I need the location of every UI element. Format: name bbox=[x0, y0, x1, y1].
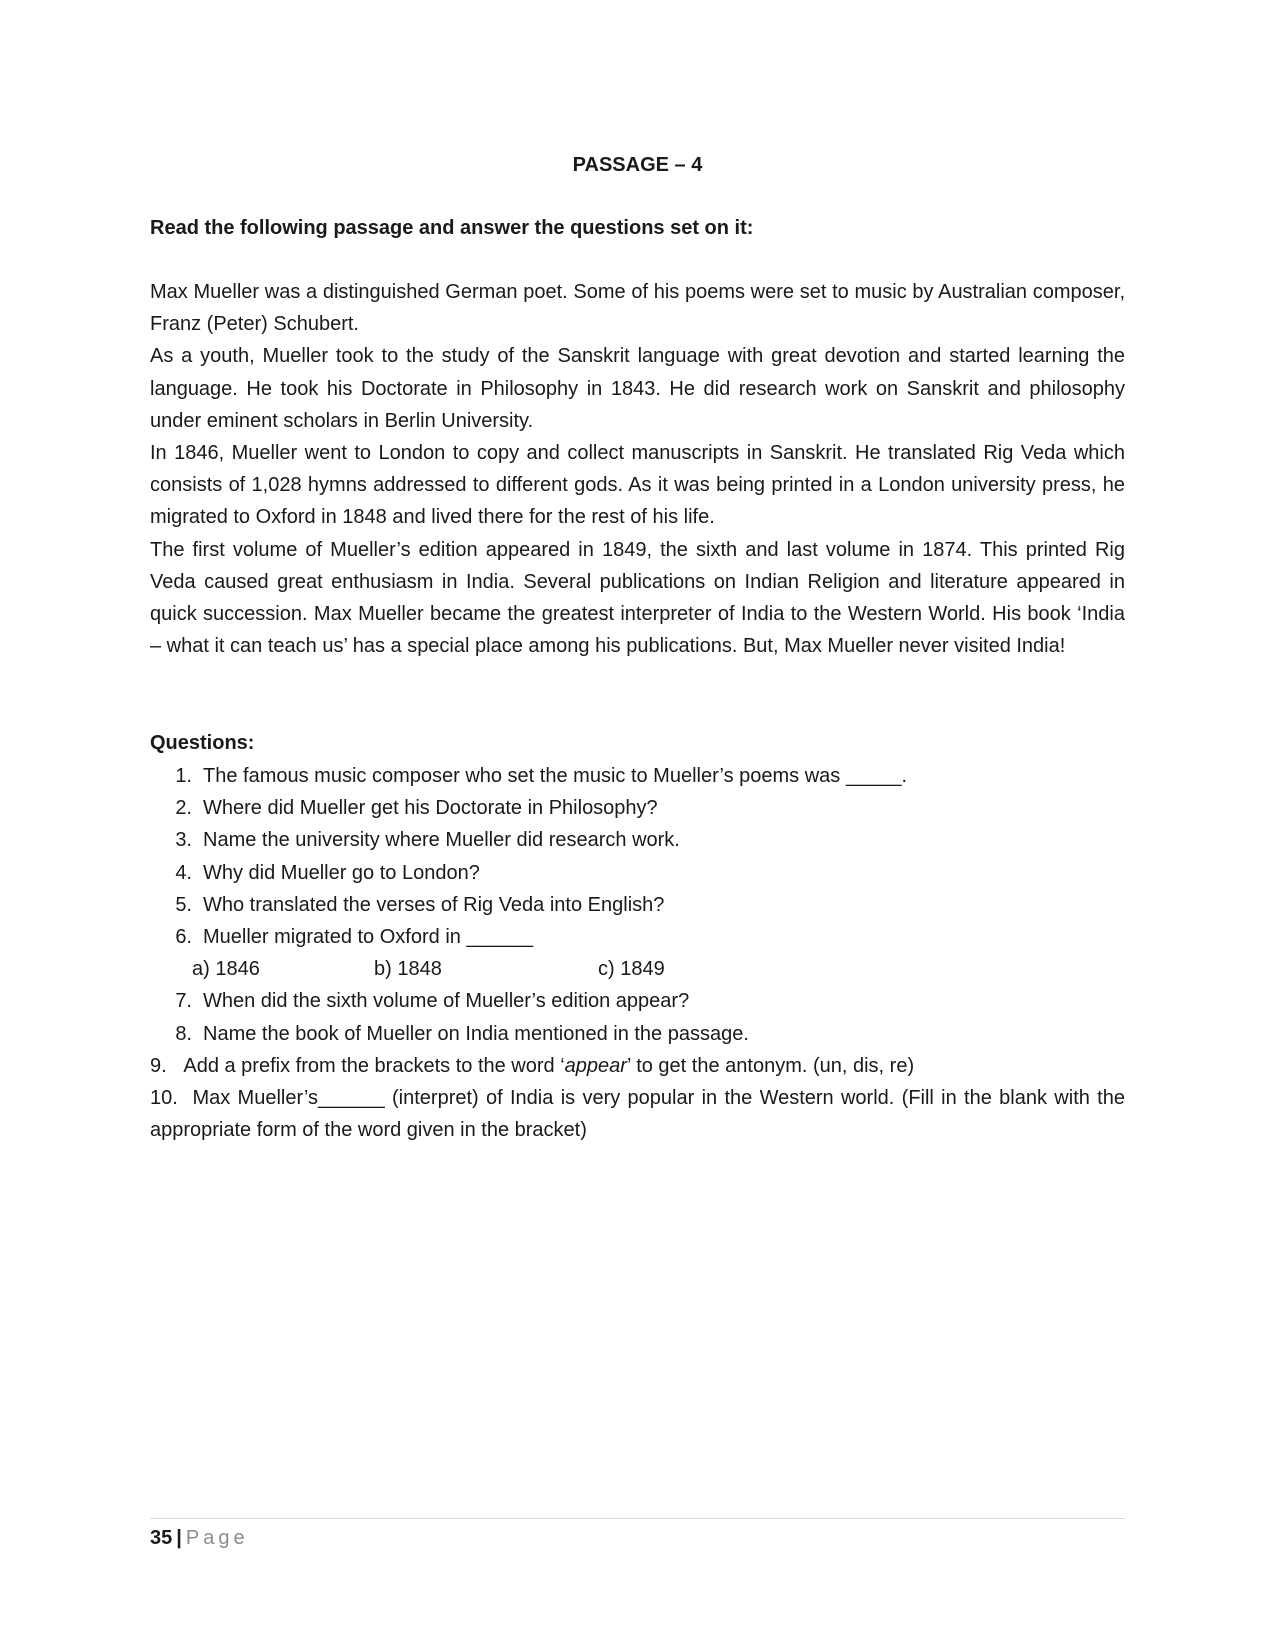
page-number: 35 bbox=[150, 1527, 173, 1549]
page-label: Page bbox=[185, 1527, 249, 1549]
question-text: Why did Mueller go to London? bbox=[203, 861, 480, 884]
passage-title: PASSAGE – 4 bbox=[572, 154, 703, 176]
question-number: 2. bbox=[175, 797, 192, 820]
question-text: Who translated the verses of Rig Veda into English? bbox=[203, 893, 665, 916]
document-page bbox=[150, 0, 1125, 1651]
question-text: Name the book of Mueller on India mentioned in the passage. bbox=[203, 1022, 749, 1045]
footer-divider bbox=[150, 1518, 1125, 1519]
question-number: 7. bbox=[175, 990, 192, 1013]
question-number: 10. bbox=[150, 1087, 178, 1110]
page-footer bbox=[150, 1523, 249, 1553]
question-item bbox=[150, 792, 1125, 824]
option-c: c) 1849 bbox=[598, 958, 665, 981]
question-number: 4. bbox=[175, 861, 192, 884]
passage-paragraph: As a youth, Mueller took to the study of the Sanskrit language with great devotion and started learning the language. He took his Doctorate in Philosophy in 1843. He did research work on Sanskrit and philosophy under eminent scholars in Berlin University. bbox=[150, 345, 1125, 432]
question-number: 1. bbox=[175, 765, 192, 787]
passage-paragraph: In 1846, Mueller went to London to copy and collect manuscripts in Sanskrit. He translated Rig Veda which consists of 1,028 hymns addressed to different gods. As it was being printed in a London university press, he migrated to Oxford in 1848 and lived there for the rest of his life. bbox=[150, 442, 1125, 529]
question-item bbox=[150, 857, 1125, 889]
question-item bbox=[150, 1082, 1125, 1146]
question-text: When did the sixth volume of Mueller’s edition appear? bbox=[203, 990, 690, 1013]
question-text: Name the university where Mueller did research work. bbox=[203, 829, 680, 852]
footer-separator: | bbox=[176, 1527, 182, 1549]
question-text: Max Mueller’s______ (interpret) of India is very popular in the Western world. (Fill in the blank with the appropriate form of the word given in the bracket) bbox=[150, 1087, 1125, 1142]
question-text: Mueller migrated to Oxford in ______ bbox=[203, 926, 534, 949]
option-a: a) 1846 bbox=[192, 958, 260, 981]
question-item bbox=[150, 824, 1125, 856]
question-item bbox=[150, 1050, 1125, 1082]
questions-heading: Questions: bbox=[150, 732, 255, 754]
question-item bbox=[150, 889, 1125, 921]
question-text: The famous music composer who set the music to Mueller’s poems was _____. bbox=[203, 765, 908, 787]
question-number: 3. bbox=[175, 829, 192, 852]
question-text: ’ to get the antonym. (un, dis, re) bbox=[626, 1054, 915, 1077]
question-text: Add a prefix from the brackets to the word ‘ bbox=[183, 1054, 565, 1077]
question-item bbox=[150, 921, 1125, 953]
question-number: 8. bbox=[175, 1022, 192, 1045]
questions-list bbox=[150, 760, 1125, 1146]
question-item bbox=[150, 985, 1125, 1017]
question-item bbox=[150, 760, 1125, 792]
question-number: 6. bbox=[175, 926, 192, 949]
question-text: Where did Mueller get his Doctorate in Philosophy? bbox=[203, 797, 658, 820]
question-number: 5. bbox=[175, 893, 192, 916]
instruction-text: Read the following passage and answer the questions set on it: bbox=[150, 217, 754, 239]
passage-paragraph: Max Mueller was a distinguished German poet. Some of his poems were set to music by Australian composer, Franz (Peter) Schubert. bbox=[150, 281, 1125, 336]
option-b: b) 1848 bbox=[374, 958, 442, 981]
question-emphasis: appear bbox=[564, 1054, 627, 1077]
question-6-options bbox=[150, 953, 1125, 985]
passage-body bbox=[150, 276, 1125, 662]
passage-paragraph: The first volume of Mueller’s edition appeared in 1849, the sixth and last volume in 1874. This printed Rig Veda caused great enthusiasm in India. Several publications on Indian Religion and literature appeared in quick succession. Max Mueller became the greatest interpreter of India to the Western World. His book ‘India – what it can teach us’ has a special place among his publications. But, Max Mueller never visited India! bbox=[150, 538, 1125, 658]
question-number: 9. bbox=[150, 1054, 167, 1077]
question-item bbox=[150, 1018, 1125, 1050]
